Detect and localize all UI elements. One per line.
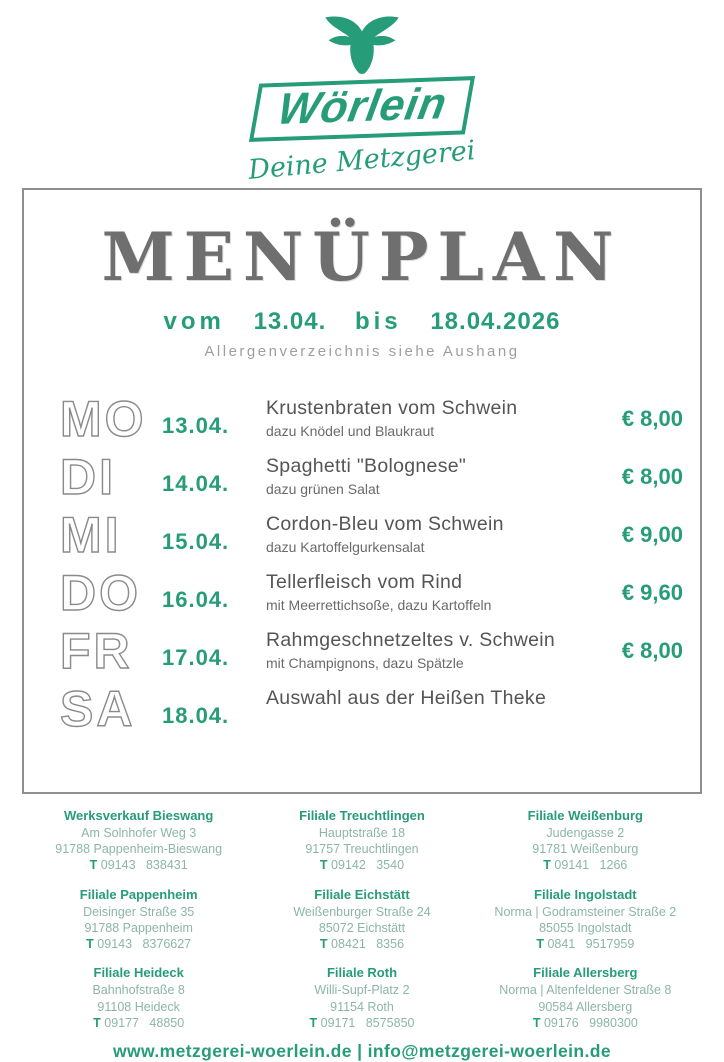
branch-street: Am Solnhofer Weg 3 <box>81 825 197 840</box>
dish-price: € 9,60 <box>621 579 683 605</box>
branch-street: Willi-Supf-Platz 2 <box>314 983 410 998</box>
branch-city: 91154 Roth <box>330 999 394 1014</box>
brand-name: Wörlein <box>273 78 451 135</box>
day-label: FR <box>60 622 133 679</box>
date-range-bis: bis <box>354 307 402 335</box>
menu-row-wednesday <box>60 506 683 564</box>
phone-prefix: T <box>532 1015 541 1030</box>
dish <box>266 571 583 614</box>
phone-prefix: T <box>309 1015 318 1030</box>
phone-prefix: T <box>319 937 328 952</box>
branch-street: Deisinger Straße 35 <box>83 904 195 919</box>
phone-number: 09142 3540 <box>331 858 405 873</box>
day-date: 16.04. <box>162 586 230 612</box>
day-label: SA <box>60 680 136 737</box>
branch-city: 91757 Treuchtlingen <box>305 842 419 857</box>
branch-name: Filiale Heideck <box>93 965 184 981</box>
day-label: DO <box>60 564 141 621</box>
branch-city: 91788 Pappenheim-Bieswang <box>55 842 223 857</box>
day-date: 14.04. <box>162 470 230 496</box>
branch-street: Norma | Altenfeldener Straße 8 <box>499 983 672 998</box>
phone-prefix: T <box>93 1015 101 1030</box>
branch-street: Bahnhofstraße 8 <box>92 983 185 998</box>
branch-phone <box>250 857 473 873</box>
day-date: 17.04. <box>162 644 230 670</box>
day-date: 15.04. <box>162 528 230 554</box>
branch-treuchtlingen <box>250 808 473 874</box>
phone-prefix: T <box>319 858 328 873</box>
dish <box>266 455 583 498</box>
day-date: 18.04. <box>162 702 230 728</box>
menu-row-monday <box>60 390 683 448</box>
phone-number: 09176 9980300 <box>543 1015 638 1030</box>
branch-name: Filiale Ingolstadt <box>534 886 637 902</box>
branch-name: Filiale Weißenburg <box>527 807 643 823</box>
page-title: MENÜPLAN <box>101 217 623 296</box>
phone-prefix: T <box>86 937 94 952</box>
phone-number: 09141 1266 <box>554 858 628 873</box>
dish-title: Tellerfleisch vom Rind <box>266 571 463 594</box>
dish-price: € 8,00 <box>621 463 683 489</box>
date-range-vom: vom <box>163 307 225 335</box>
dish <box>266 397 583 440</box>
menu-row-saturday <box>60 680 683 738</box>
dish-side: dazu grünen Salat <box>266 481 380 498</box>
branch-city: 85055 Ingolstadt <box>539 920 632 935</box>
phone-number: 09143 8376627 <box>97 937 192 952</box>
branch-phone <box>27 857 250 873</box>
branch-street: Norma | Godramsteiner Straße 2 <box>494 904 677 919</box>
branch-street: Hauptstraße 18 <box>318 825 406 840</box>
branch-phone <box>250 936 473 952</box>
logo <box>0 0 724 187</box>
branch-city: 85072 Eichstätt <box>318 920 406 935</box>
dish-side: dazu Kartoffelgurkensalat <box>266 539 425 556</box>
dish <box>266 687 583 730</box>
dish-title: Krustenbraten vom Schwein <box>266 397 518 420</box>
menu-row-friday <box>60 622 683 680</box>
logo-frame <box>249 76 476 142</box>
branch-city: 91788 Pappenheim <box>84 920 193 935</box>
menu-row-thursday <box>60 564 683 622</box>
dish-title: Cordon-Bleu vom Schwein <box>266 513 504 536</box>
dish-side <box>266 713 583 730</box>
branch-weissenburg <box>474 808 697 874</box>
branch-bieswang <box>27 808 250 874</box>
menu-rows <box>24 390 700 738</box>
menu-row-tuesday <box>60 448 683 506</box>
branch-eichstaett <box>250 887 473 953</box>
branch-name: Filiale Eichstätt <box>314 886 410 902</box>
branch-phone <box>474 1015 697 1031</box>
branch-name: Filiale Roth <box>326 965 398 981</box>
allergen-note: Allergenverzeichnis siehe Aushang <box>204 342 520 360</box>
dish-title: Rahmgeschnetzeltes v. Schwein <box>266 629 556 652</box>
branch-city: 90584 Allersberg <box>538 999 633 1014</box>
day-label: MI <box>60 506 122 563</box>
dish-side: dazu Knödel und Blaukraut <box>266 423 435 440</box>
phone-prefix: T <box>543 858 551 873</box>
branch-phone <box>27 1015 250 1031</box>
dish-side: mit Meerrettichsoße, dazu Kartoffeln <box>266 597 492 614</box>
bull-head-icon <box>301 14 423 76</box>
branch-city: 91108 Heideck <box>97 999 180 1014</box>
branch-name: Werksverkauf Bieswang <box>63 807 214 823</box>
phone-number: 0841 9517959 <box>547 937 635 952</box>
branch-name: Filiale Treuchtlingen <box>299 807 425 823</box>
dish-side: mit Champignons, dazu Spätzle <box>266 655 464 672</box>
brand-tagline: Deine Metzgerei <box>247 135 477 187</box>
dish-title: Auswahl aus der Heißen Theke <box>266 687 547 710</box>
branch-name: Filiale Pappenheim <box>79 886 198 902</box>
branch-pappenheim <box>27 887 250 953</box>
website-email-links[interactable]: www.metzgerei-woerlein.de | info@metzgerei-woerlein.de <box>112 1041 611 1062</box>
branch-list <box>27 808 697 1031</box>
branch-phone <box>474 857 697 873</box>
phone-number: 09177 48850 <box>104 1015 185 1030</box>
branch-allersberg <box>474 965 697 1031</box>
branch-phone <box>474 936 697 952</box>
dish-price: € 8,00 <box>621 637 683 663</box>
phone-prefix: T <box>89 858 98 873</box>
date-range-from: 13.04. <box>253 307 327 335</box>
branch-street: Weißenburger Straße 24 <box>293 904 431 919</box>
branch-ingolstadt <box>474 887 697 953</box>
branch-phone <box>250 1015 473 1031</box>
branch-heideck <box>27 965 250 1031</box>
branch-city: 91781 Weißenburg <box>532 842 639 857</box>
day-label: DI <box>60 448 116 505</box>
dish <box>266 513 583 556</box>
phone-number: 09143 838431 <box>100 858 188 873</box>
dish-price: € 8,00 <box>621 405 683 431</box>
phone-number: 08421 8356 <box>331 937 405 952</box>
phone-prefix: T <box>536 937 544 952</box>
branch-name: Filiale Allersberg <box>533 965 638 981</box>
phone-number: 09171 8575850 <box>320 1015 415 1030</box>
day-label: MO <box>60 390 147 447</box>
date-range-to: 18.04.2026 <box>430 307 561 335</box>
branch-roth <box>250 965 473 1031</box>
menu-card <box>22 188 702 794</box>
branch-street: Judengasse 2 <box>546 825 625 840</box>
dish-title: Spaghetti "Bolognese" <box>266 455 467 478</box>
dish <box>266 629 583 672</box>
branch-phone <box>27 936 250 952</box>
day-date: 13.04. <box>162 412 230 438</box>
date-range <box>24 308 700 336</box>
dish-price: € 9,00 <box>621 521 683 547</box>
